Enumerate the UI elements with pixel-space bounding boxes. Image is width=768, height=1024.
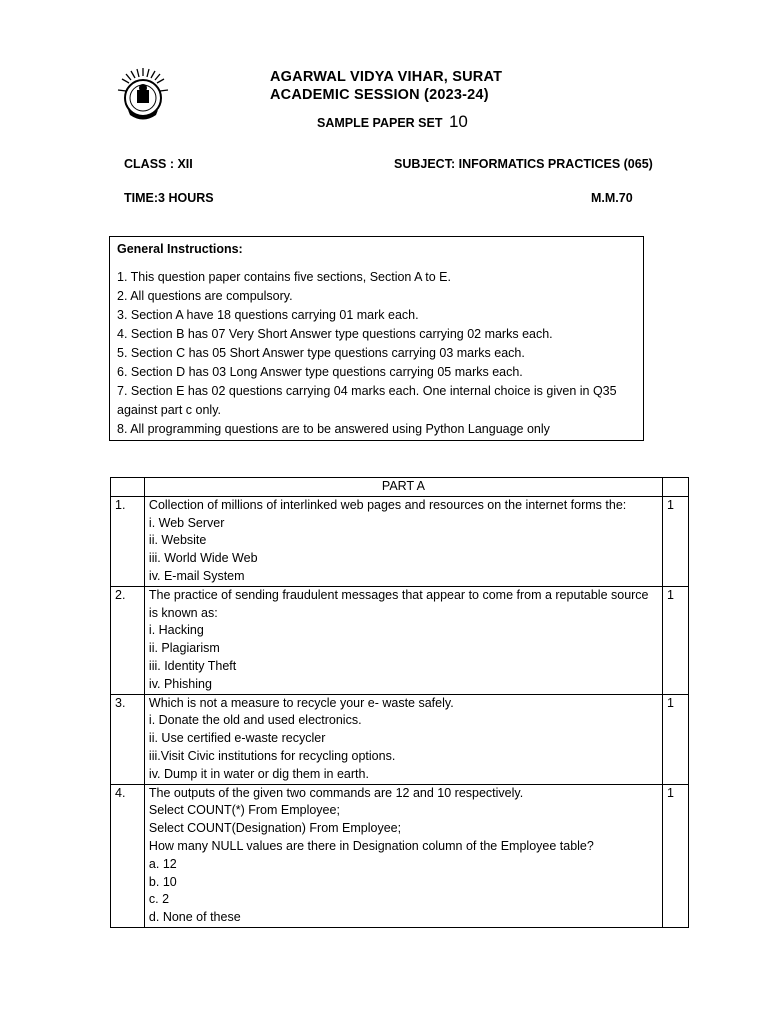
set-number: 10 bbox=[448, 112, 468, 131]
time-label: TIME:3 HOURS bbox=[124, 191, 214, 205]
general-instructions-box bbox=[109, 236, 644, 441]
question-row bbox=[111, 586, 689, 694]
school-header bbox=[270, 68, 502, 104]
question-row bbox=[111, 496, 689, 586]
sample-paper-label: SAMPLE PAPER SET bbox=[317, 116, 443, 130]
question-text: Which is not a measure to recycle your e- waste safely. i. Donate the old and used electronics. ii. Use certified e-waste recycler iii.Visit Civic institutions for recycling options. iv. Dump it in water or dig them in earth. bbox=[144, 694, 662, 784]
question-text: Collection of millions of interlinked web pages and resources on the internet forms the: i. Web Server ii. Website iii. World Wide Web iv. E-mail System bbox=[144, 496, 662, 586]
school-name: AGARWAL VIDYA VIHAR, SURAT bbox=[270, 69, 503, 85]
question-row bbox=[111, 694, 689, 784]
max-marks-label: M.M.70 bbox=[591, 191, 633, 205]
part-title: PART A bbox=[144, 478, 662, 497]
class-label: CLASS : XII bbox=[124, 157, 193, 171]
instruction-item: 7. Section E has 02 questions carrying 04 marks each. One internal choice is given in Q35 against part c only. bbox=[117, 384, 617, 417]
subject-label: SUBJECT: INFORMATICS PRACTICES (065) bbox=[394, 157, 653, 171]
question-text: The practice of sending fraudulent messages that appear to come from a reputable source is known as: i. Hacking ii. Plagiarism iii. Identity Theft iv. Phishing bbox=[144, 586, 662, 694]
question-number: 4. bbox=[111, 784, 145, 927]
question-number: 2. bbox=[111, 586, 145, 694]
part-header-row bbox=[111, 478, 689, 497]
instruction-item: 2. All questions are compulsory. bbox=[117, 289, 293, 303]
question-marks: 1 bbox=[663, 784, 689, 927]
question-row bbox=[111, 784, 689, 927]
questions-table bbox=[110, 477, 689, 928]
instruction-item: 4. Section B has 07 Very Short Answer type questions carrying 02 marks each. bbox=[117, 327, 553, 341]
question-text: The outputs of the given two commands are 12 and 10 respectively. Select COUNT(*) From Employee; Select COUNT(Designation) From Employee; How many NULL values are there in Designation column of the Employee table? a. 12 b. 10 c. 2 d. None of these bbox=[144, 784, 662, 927]
instruction-item: 5. Section C has 05 Short Answer type questions carrying 03 marks each. bbox=[117, 346, 525, 360]
question-marks: 1 bbox=[663, 694, 689, 784]
question-number: 3. bbox=[111, 694, 145, 784]
sample-paper-set bbox=[317, 112, 468, 132]
academic-session: ACADEMIC SESSION (2023-24) bbox=[270, 87, 489, 103]
instruction-item: 1. This question paper contains five sections, Section A to E. bbox=[117, 270, 451, 284]
school-logo-icon bbox=[116, 66, 170, 124]
instruction-item: 8. All programming questions are to be answered using Python Language only bbox=[117, 422, 550, 436]
question-number: 1. bbox=[111, 496, 145, 586]
instructions-heading: General Instructions: bbox=[117, 242, 243, 256]
instruction-item: 3. Section A have 18 questions carrying 01 mark each. bbox=[117, 308, 419, 322]
instruction-item: 6. Section D has 03 Long Answer type questions carrying 05 marks each. bbox=[117, 365, 523, 379]
question-marks: 1 bbox=[663, 586, 689, 694]
question-marks: 1 bbox=[663, 496, 689, 586]
